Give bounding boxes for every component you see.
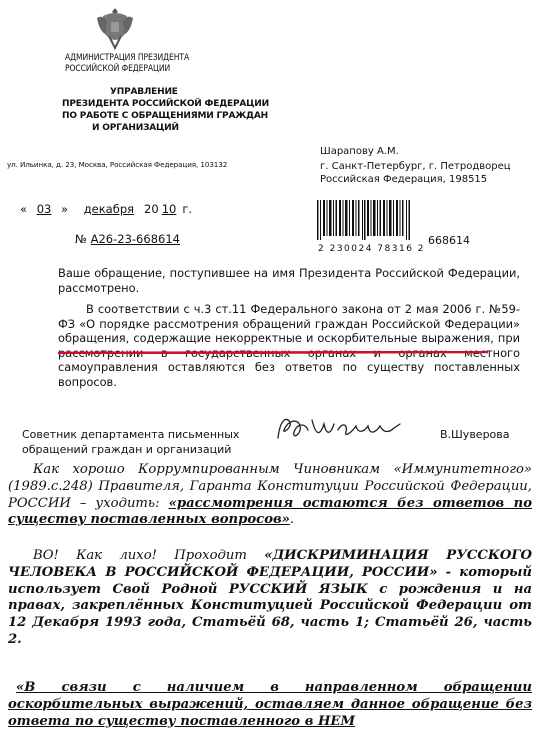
letter-date: « 03 » декабря 20 10 г. xyxy=(20,202,193,216)
commentary-paragraph-3: «В связи с наличием в направленном обращении оскорбительных выражений, оставляем данное обращение без ответа по существу поставленного в НЕМ xyxy=(8,680,532,729)
commentary-quote-1: «рассмотрения остаются без ответов по существу поставленных вопросов» xyxy=(8,495,532,528)
commentary-paragraph-1: Как хорошо Коррумпированным Чиновникам «Иммунитетного» (1989.с.248) Правителя, Гаранта Конституции Российской Федерации, РОССИИ – уходить: «рассмотрения остаются без ответов по существу поставленных вопросов». xyxy=(8,462,532,528)
recipient-name: Шарапову А.М. xyxy=(320,146,399,157)
recipient-block xyxy=(320,145,511,186)
recipient-city: г. Санкт-Петербург, г. Петродворец xyxy=(320,161,511,172)
barcode-code: 668614 xyxy=(428,234,470,247)
reference-number: № А26-23-668614 xyxy=(75,232,180,246)
signatory-name: В.Шуверова xyxy=(440,428,510,441)
sender-address: ул. Ильинка, д. 23, Москва, Российская Федерация, 103132 xyxy=(7,160,228,169)
barcode xyxy=(317,200,411,240)
department-heading: УПРАВЛЕНИЕ ПРЕЗИДЕНТА РОССИЙСКОЙ ФЕДЕРАЦИИ ПО РАБОТЕ С ОБРАЩЕНИЯМИ ГРАЖДАН И ОРГАНИЗАЦИЙ xyxy=(62,87,269,133)
signatory-title: Советник департамента письменных обращений граждан и организаций xyxy=(22,428,240,456)
handwritten-signature xyxy=(272,410,422,446)
recipient-country: Российская Федерация, 198515 xyxy=(320,174,488,185)
commentary-emphasis: «ДИСКРИМИНАЦИЯ РУССКОГО ЧЕЛОВЕКА В РОССИЙСКОЙ ФЕДЕРАЦИИ, РОССИИ» - который использует Свой Родной РУССКИЙ ЯЗЫК с рождения и на правах, закреплённых Конституцией Российской Федерации от 12 Декабря 1993 года, Статьёй 68, часть 1; Статьёй 26, часть 2. xyxy=(8,548,532,647)
coat-of-arms-emblem xyxy=(95,4,135,50)
body-paragraph-2: В соответствии с ч.3 ст.11 Федерального закона от 2 мая 2006 г. №59-ФЗ «О порядке рассмотрения обращений граждан Российской Федерации» обращения, содержащие некорректные и оскорбительные выражения, при рассмотрении в государственных органах и органах местного самоуправления оставляются без ответов по существу поставленных вопросов. xyxy=(58,302,520,389)
barcode-digits: 2 230024 78316 2 xyxy=(318,244,426,254)
body-paragraph-1: Ваше обращение, поступившее на имя Президента Российской Федерации, рассмотрено. xyxy=(58,266,520,295)
admin-heading: АДМИНИСТРАЦИЯ ПРЕЗИДЕНТА РОССИЙСКОЙ ФЕДЕРАЦИИ xyxy=(65,53,190,74)
commentary-paragraph-2: ВО! Как лихо! Проходит «ДИСКРИМИНАЦИЯ РУССКОГО ЧЕЛОВЕКА В РОССИЙСКОЙ ФЕДЕРАЦИИ, РОССИИ» - который использует Свой Родной РУССКИЙ ЯЗЫК с рождения и на правах, закреплённых Конституцией Российской Федерации от 12 Декабря 1993 года, Статьёй 68, часть 1; Статьёй 26, часть 2. xyxy=(8,548,532,647)
red-underline-mark xyxy=(58,351,488,354)
